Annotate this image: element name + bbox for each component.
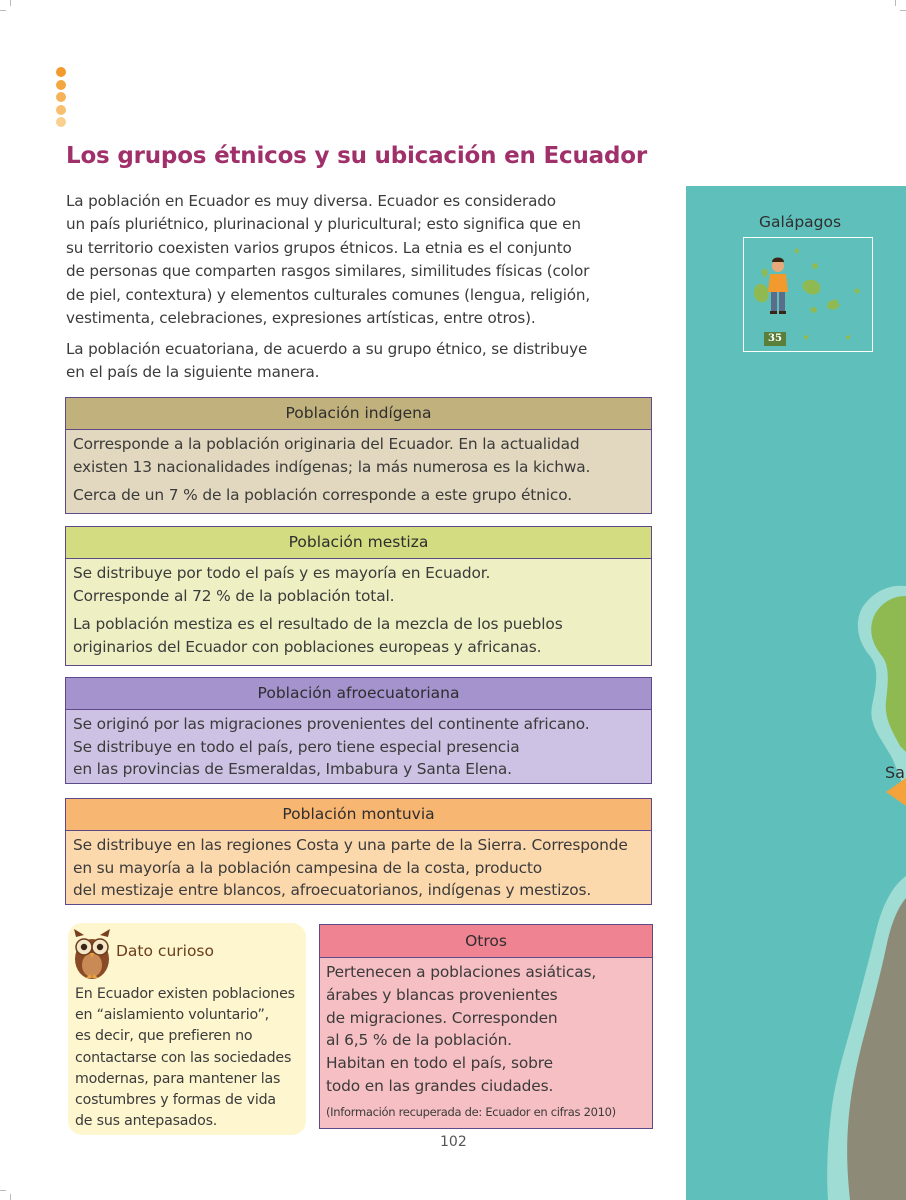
owl-icon xyxy=(70,927,114,981)
crop-mark xyxy=(10,1194,11,1200)
text-line: La población mestiza es el resultado de la mezcla de los pueblos xyxy=(73,615,563,634)
text-line: de piel, contextura) y elementos culturales comunes (lengua, religión, xyxy=(66,285,591,304)
distribution-paragraph xyxy=(66,338,626,385)
text-line: árabes y blancas provenientes xyxy=(326,985,558,1004)
text-line: La población ecuatoriana, de acuerdo a su grupo étnico, se distribuye xyxy=(66,340,588,358)
box-body xyxy=(66,559,651,662)
intro-paragraph xyxy=(66,190,626,330)
box-heading: Población indígena xyxy=(66,398,651,430)
text-line: al 6,5 % de la población. xyxy=(326,1031,512,1050)
text-line: de sus antepasados. xyxy=(75,1113,218,1130)
text-line: modernas, para mantener las xyxy=(75,1070,281,1087)
box-poblacion-montuvia xyxy=(65,798,652,905)
map-label-partial: Sa xyxy=(885,763,905,782)
box-poblacion-mestiza xyxy=(65,526,652,666)
text-line: Se distribuye en todo el país, pero tiene especial presencia xyxy=(73,737,520,756)
text-line: todo en las grandes ciudades. xyxy=(326,1076,554,1095)
text-line: costumbres y formas de vida xyxy=(75,1092,276,1109)
text-line: Se distribuye por todo el país y es mayoría en Ecuador. xyxy=(73,564,491,582)
text-line: contactarse con las sociedades xyxy=(75,1049,292,1066)
galapagos-badge: 35 xyxy=(764,332,786,346)
text-line: de personas que comparten rasgos similares, similitudes físicas (color xyxy=(66,262,590,281)
text-line: existen 13 nacionalidades indígenas; la más numerosa es la kichwa. xyxy=(73,457,591,476)
text-line: de migraciones. Corresponden xyxy=(326,1008,558,1027)
crop-mark xyxy=(900,10,906,11)
dato-curioso-text xyxy=(75,984,295,1132)
text-line: en “aislamiento voluntario”, xyxy=(75,1007,269,1024)
box-heading: Población montuvia xyxy=(66,799,651,831)
crop-mark xyxy=(10,0,11,6)
text-line: es decir, que prefieren no xyxy=(75,1028,253,1045)
dot-icon xyxy=(56,117,66,127)
box-poblacion-afroecuatoriana xyxy=(65,677,652,784)
text-line: Habitan en todo el país, sobre xyxy=(326,1054,553,1073)
box-heading: Población afroecuatoriana xyxy=(66,678,651,710)
text-line: en las provincias de Esmeraldas, Imbabura y Santa Elena. xyxy=(73,760,512,779)
text-line: La población en Ecuador es muy diversa. Ecuador es considerado xyxy=(66,192,556,210)
page-number: 102 xyxy=(440,1134,467,1150)
text-line: Cerca de un 7 % de la población corresponde a este grupo étnico. xyxy=(73,486,572,505)
dot-icon xyxy=(56,92,66,102)
text-line: Se distribuye en las regiones Costa y una parte de la Sierra. Corresponde xyxy=(73,836,628,854)
dot-icon xyxy=(56,67,66,77)
text-line: Se originó por las migraciones provenientes del continente africano. xyxy=(73,715,590,733)
box-heading: Población mestiza xyxy=(66,527,651,559)
box-otros xyxy=(319,924,653,1129)
galapagos-frame xyxy=(743,237,873,352)
text-line: vestimenta, celebraciones, expresiones artísticas, entre otros). xyxy=(66,309,536,328)
dato-curioso-title: Dato curioso xyxy=(116,942,214,960)
text-line: en su mayoría a la población campesina de la costa, producto xyxy=(73,858,543,877)
dot-icon xyxy=(56,105,66,115)
decorative-dots xyxy=(56,67,67,130)
box-body xyxy=(66,710,651,785)
map-label-galapagos: Galápagos xyxy=(759,213,842,231)
text-line: Corresponde a la población originaria del Ecuador. En la actualidad xyxy=(73,435,580,453)
crop-mark xyxy=(0,1190,6,1191)
dato-curioso-panel xyxy=(68,923,306,1135)
box-body xyxy=(320,958,652,1121)
text-line: originarios del Ecuador con poblaciones europeas y africanas. xyxy=(73,637,542,656)
page-title: Los grupos étnicos y su ubicación en Ecuador xyxy=(66,143,647,169)
crop-mark xyxy=(895,0,896,6)
text-line: En Ecuador existen poblaciones xyxy=(75,986,295,1002)
box-heading: Otros xyxy=(320,925,652,958)
box-body xyxy=(66,430,651,511)
dot-icon xyxy=(56,80,66,90)
ecuador-map xyxy=(686,186,906,1200)
text-line: en el país de la siguiente manera. xyxy=(66,363,320,382)
crop-mark xyxy=(0,10,6,11)
text-line: del mestizaje entre blancos, afroecuatorianos, indígenas y mestizos. xyxy=(73,881,592,900)
text-line: Corresponde al 72 % de la población total. xyxy=(73,586,395,605)
source-citation: (Información recuperada de: Ecuador en cifras 2010) xyxy=(326,1104,616,1119)
text-line: su territorio coexisten varios grupos étnicos. La etnia es el conjunto xyxy=(66,238,572,257)
box-body xyxy=(66,831,651,906)
text-line: Pertenecen a poblaciones asiáticas, xyxy=(326,963,597,981)
box-poblacion-indigena xyxy=(65,397,652,514)
text-line: un país pluriétnico, plurinacional y pluricultural; esto significa que en xyxy=(66,215,581,234)
